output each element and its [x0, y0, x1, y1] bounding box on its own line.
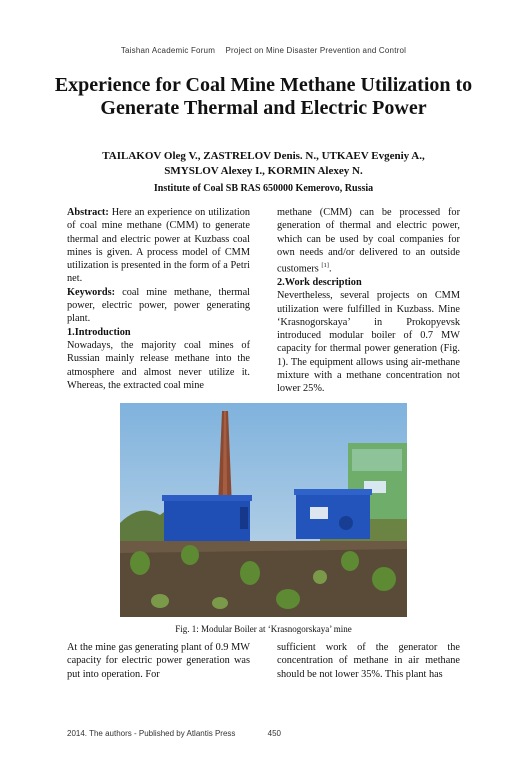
cmm-paragraph: [277, 206, 460, 276]
boiler-photo-illustration: [120, 403, 407, 617]
intro-paragraph: Nowadays, the majority coal mines of Russian mainly release methane into the atmosphere and almost never utilize it. Whereas, the extracted coal mine: [67, 339, 250, 391]
column-left-bottom: [67, 641, 250, 681]
figure-caption: Fig. 1: Modular Boiler at ‘Krasnogorskaya’ mine: [175, 624, 352, 634]
page-number: 450: [267, 729, 281, 738]
running-head: [0, 46, 527, 55]
figure-photo: [120, 403, 407, 617]
column-right-top: [277, 206, 460, 396]
work-heading: 2.Work description: [277, 276, 362, 288]
keywords-paragraph: [67, 286, 250, 326]
abstract-label: Abstract:: [67, 207, 109, 218]
cmm-end: .: [328, 263, 332, 275]
author-list: [40, 149, 487, 179]
page-footer: [67, 729, 281, 738]
concentration-paragraph: sufficient work of the generator the concentration of methane in air methane should be not lower 35%. This plant has: [277, 642, 460, 680]
cmm-text: methane (CMM) can be processed for generation of thermal and electric power, which can be used by coal companies for own needs and/or delivered to an outside customers: [277, 207, 460, 275]
paper-title: Experience for Coal Mine Methane Utilization to Generate Thermal and Electric Power: [54, 74, 473, 119]
affiliation: Institute of Coal SB RAS 650000 Kemerovo, Russia: [153, 183, 374, 194]
forum-name: Taishan Academic Forum: [120, 46, 216, 55]
generator-paragraph: At the mine gas generating plant of 0.9 MW capacity for electric power generation was put into operation. For: [67, 642, 250, 680]
column-right-bottom: [277, 641, 460, 681]
abstract-text: Here an experience on utilization of coal mine methane (CMM) to generate thermal and electric power at Kuzbass coal mines is given. A process model of CMM utilization is presented in the form of a Petri net.: [67, 207, 250, 285]
intro-heading: 1.Introduction: [67, 326, 131, 338]
abstract-paragraph: [67, 206, 250, 286]
column-left-top: [67, 206, 250, 392]
authors-line-2: SMYSLOV Alexey I., KORMIN Alexey N.: [164, 165, 363, 177]
copyright-notice: 2014. The authors - Published by Atlantis Press: [67, 729, 236, 738]
work-paragraph: Nevertheless, several projects on CMM utilization were fulfilled in Kuzbass. Mine ‘Krasnogorskaya’ in Prokopyevsk introduced modular boiler of 0.7 MW capacity for thermal power generation (Fig. 1). The equipment allows using air-methane mixture with a methane concentration not lower 25%.: [277, 290, 460, 395]
keywords-text: coal mine methane, thermal power, electric power, power generating plant.: [67, 286, 250, 325]
project-name: Project on Mine Disaster Prevention and Control: [225, 46, 407, 55]
authors-line-1: TAILAKOV Oleg V., ZASTRELOV Denis. N., UTKAEV Evgeniy A.,: [102, 150, 425, 162]
reference-marker: [1]: [321, 262, 329, 270]
keywords-label: Keywords:: [67, 286, 116, 298]
